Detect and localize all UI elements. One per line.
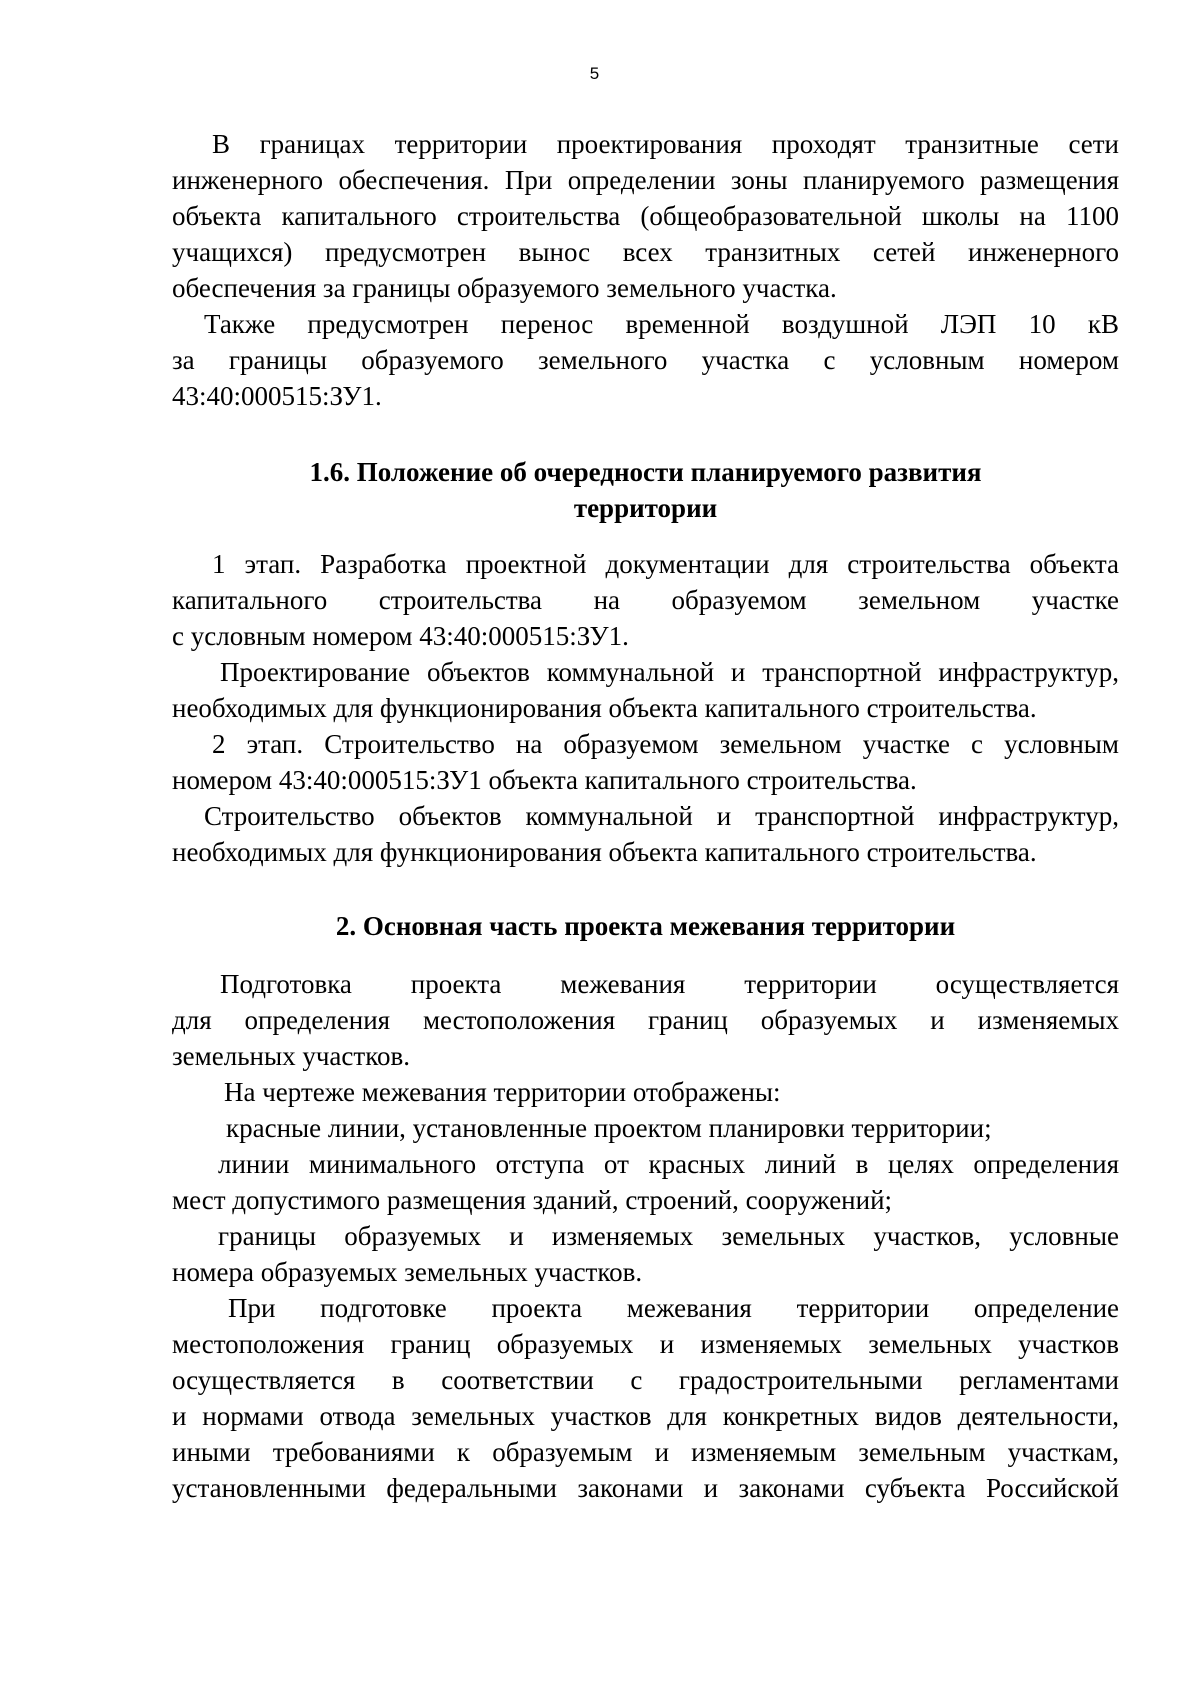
text-line: иными требованиями к образуемым и изменяемым земельным участкам, [172, 1437, 1119, 1467]
text-line: На чертеже межевания территории отображены: [224, 1077, 781, 1107]
paragraph-drawing-contents [172, 1074, 1119, 1110]
text-line: для определения местоположения границ образуемых и изменяемых [172, 1005, 1119, 1035]
text-line: Строительство объектов коммунальной и транспортной инфраструктур, [204, 801, 1119, 831]
paragraph-transit-networks [172, 126, 1119, 306]
list-item-red-lines [172, 1110, 1119, 1146]
text-line: необходимых для функционирования объекта капитального строительства. [172, 837, 1037, 867]
text-line: В границах территории проектирования проходят транзитные сети [212, 129, 1119, 159]
text-line: за границы образуемого земельного участка с условным номером [172, 345, 1119, 375]
paragraph-power-line-transfer [172, 306, 1119, 414]
paragraph-boundary-determination [172, 1290, 1119, 1506]
text-line: Подготовка проекта межевания территории осуществляется [220, 969, 1119, 999]
paragraph-stage-1 [172, 546, 1119, 654]
heading-line: территории [573, 493, 718, 523]
text-line: 43:40:000515:ЗУ1. [172, 381, 382, 411]
list-item-setback-lines [172, 1146, 1119, 1218]
text-line: мест допустимого размещения зданий, строений, сооружений; [172, 1185, 893, 1215]
text-line: с условным номером 43:40:000515:ЗУ1. [172, 621, 629, 651]
heading-line: 2. Основная часть проекта межевания территории [335, 911, 956, 941]
text-line: осуществляется в соответствии с градостроительными регламентами [172, 1365, 1119, 1395]
paragraph-surveying-purpose [172, 966, 1119, 1074]
text-line: необходимых для функционирования объекта капитального строительства. [172, 693, 1037, 723]
text-line: 1 этап. Разработка проектной документации для строительства объекта [212, 549, 1119, 579]
document-body [172, 126, 1119, 1506]
page-number: 5 [589, 64, 600, 83]
paragraph-stage-1-infrastructure [172, 654, 1119, 726]
paragraph-stage-2 [172, 726, 1119, 798]
text-line: 2 этап. Строительство на образуемом земельном участке с условным [212, 729, 1119, 759]
text-line: номера образуемых земельных участков. [172, 1257, 643, 1287]
heading-line: 1.6. Положение об очередности планируемого развития [309, 457, 982, 487]
section-heading-2 [172, 908, 1119, 944]
text-line: границы образуемых и изменяемых земельных участков, условные [218, 1221, 1119, 1251]
paragraph-stage-2-infrastructure [172, 798, 1119, 870]
list-item-plot-boundaries [172, 1218, 1119, 1290]
text-line: линии минимального отступа от красных линий в целях определения [218, 1149, 1119, 1179]
text-line: При подготовке проекта межевания территории определение [228, 1293, 1119, 1323]
text-line: местоположения границ образуемых и изменяемых земельных участков [172, 1329, 1119, 1359]
text-line: установленными федеральными законами и законами субъекта Российской [172, 1473, 1119, 1503]
section-heading-1-6 [172, 454, 1119, 526]
text-line: учащихся) предусмотрен вынос всех транзитных сетей инженерного [172, 237, 1119, 267]
text-line: капитального строительства на образуемом земельном участке [172, 585, 1119, 615]
text-line: обеспечения за границы образуемого земельного участка. [172, 273, 837, 303]
text-line: объекта капитального строительства (общеобразовательной школы на 1100 [172, 201, 1119, 231]
text-line: номером 43:40:000515:ЗУ1 объекта капитального строительства. [172, 765, 917, 795]
text-line: Также предусмотрен перенос временной воздушной ЛЭП 10 кВ [204, 309, 1119, 339]
text-line: Проектирование объектов коммунальной и транспортной инфраструктур, [220, 657, 1119, 687]
text-line: земельных участков. [172, 1041, 410, 1071]
text-line: и нормами отвода земельных участков для конкретных видов деятельности, [172, 1401, 1119, 1431]
text-line: инженерного обеспечения. При определении зоны планируемого размещения [172, 165, 1119, 195]
text-line: красные линии, установленные проектом планировки территории; [226, 1113, 992, 1143]
